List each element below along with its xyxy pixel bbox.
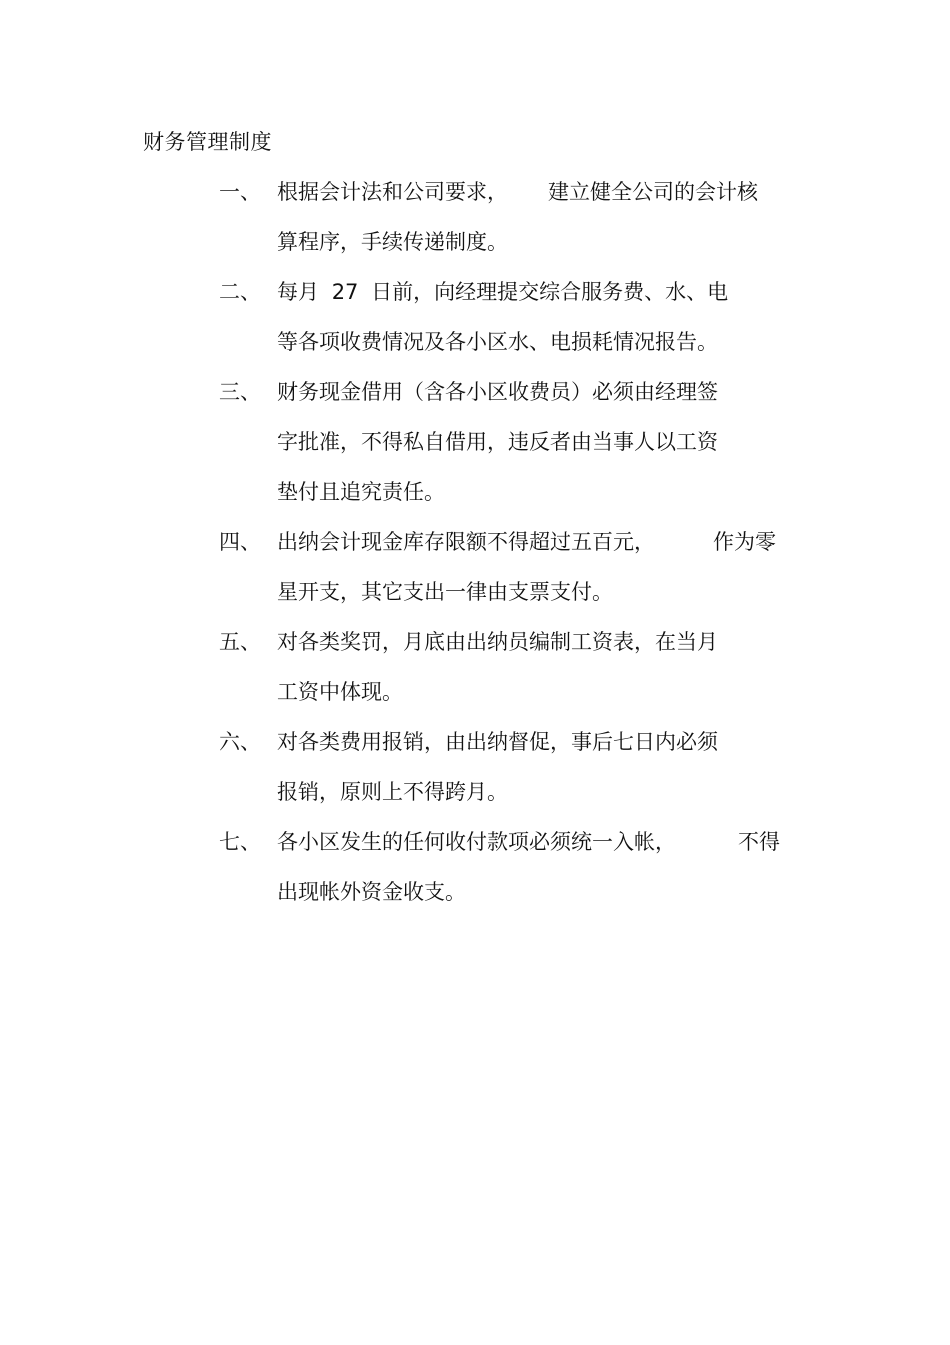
rule-text: [277, 628, 819, 706]
rule-number: 七、: [219, 830, 261, 854]
rule-item-2: [219, 278, 819, 356]
rule-item-7: [219, 828, 819, 906]
rule-line: 财务现金借用（含各小区收费员）必须由经理签: [277, 380, 718, 404]
rule-number: 四、: [219, 530, 261, 554]
rule-line: [277, 528, 819, 556]
rule-line: [277, 178, 819, 206]
rule-text: [277, 728, 819, 806]
rule-line-part: 建立健全公司的会计核: [548, 180, 758, 204]
rule-line: 算程序，手续传递制度。: [277, 230, 508, 254]
rule-line: 出现帐外资金收支。: [277, 880, 466, 904]
rule-text: [277, 528, 819, 606]
rule-line-part: 不得: [738, 830, 780, 854]
rule-line: 星开支，其它支出一律由支票支付。: [277, 580, 613, 604]
rule-item-1: [219, 178, 819, 256]
rule-number: 三、: [219, 380, 261, 404]
rule-text: [277, 378, 819, 506]
rule-line: 工资中体现。: [277, 680, 403, 704]
rule-item-3: [219, 378, 819, 506]
rule-number: 五、: [219, 630, 261, 654]
rule-line: 等各项收费情况及各小区水、电损耗情况报告。: [277, 330, 718, 354]
rule-line: 报销，原则上不得跨月。: [277, 780, 508, 804]
rule-line-part: 每月: [277, 280, 319, 304]
rule-line: 对各类费用报销，由出纳督促，事后七日内必须: [277, 730, 718, 754]
rule-line: 垫付且追究责任。: [277, 480, 445, 504]
document-title: 财务管理制度: [143, 130, 272, 154]
rule-text: [277, 178, 819, 256]
rule-line: 对各类奖罚，月底由出纳员编制工资表，在当月: [277, 630, 718, 654]
rule-text: [277, 278, 819, 356]
rule-line-part: 作为零: [713, 530, 776, 554]
rule-item-6: [219, 728, 819, 806]
rule-line-part: 各小区发生的任何收付款项必须统一入帐，: [277, 830, 676, 854]
rule-item-5: [219, 628, 819, 706]
rule-line: [277, 278, 819, 306]
rule-day-number: 27: [331, 280, 359, 304]
rule-line: [277, 828, 819, 856]
rule-number: 二、: [219, 280, 261, 304]
rule-line-part: 根据会计法和公司要求，: [277, 180, 508, 204]
rule-line: 字批准，不得私自借用，违反者由当事人以工资: [277, 430, 718, 454]
rule-line-part: 出纳会计现金库存限额不得超过五百元，: [277, 530, 655, 554]
rules-list: [219, 178, 819, 928]
rule-line-part: 日前，向经理提交综合服务费、水、电: [371, 280, 729, 304]
rule-item-4: [219, 528, 819, 606]
rule-number: 一、: [219, 180, 261, 204]
rule-number: 六、: [219, 730, 261, 754]
rule-text: [277, 828, 819, 906]
